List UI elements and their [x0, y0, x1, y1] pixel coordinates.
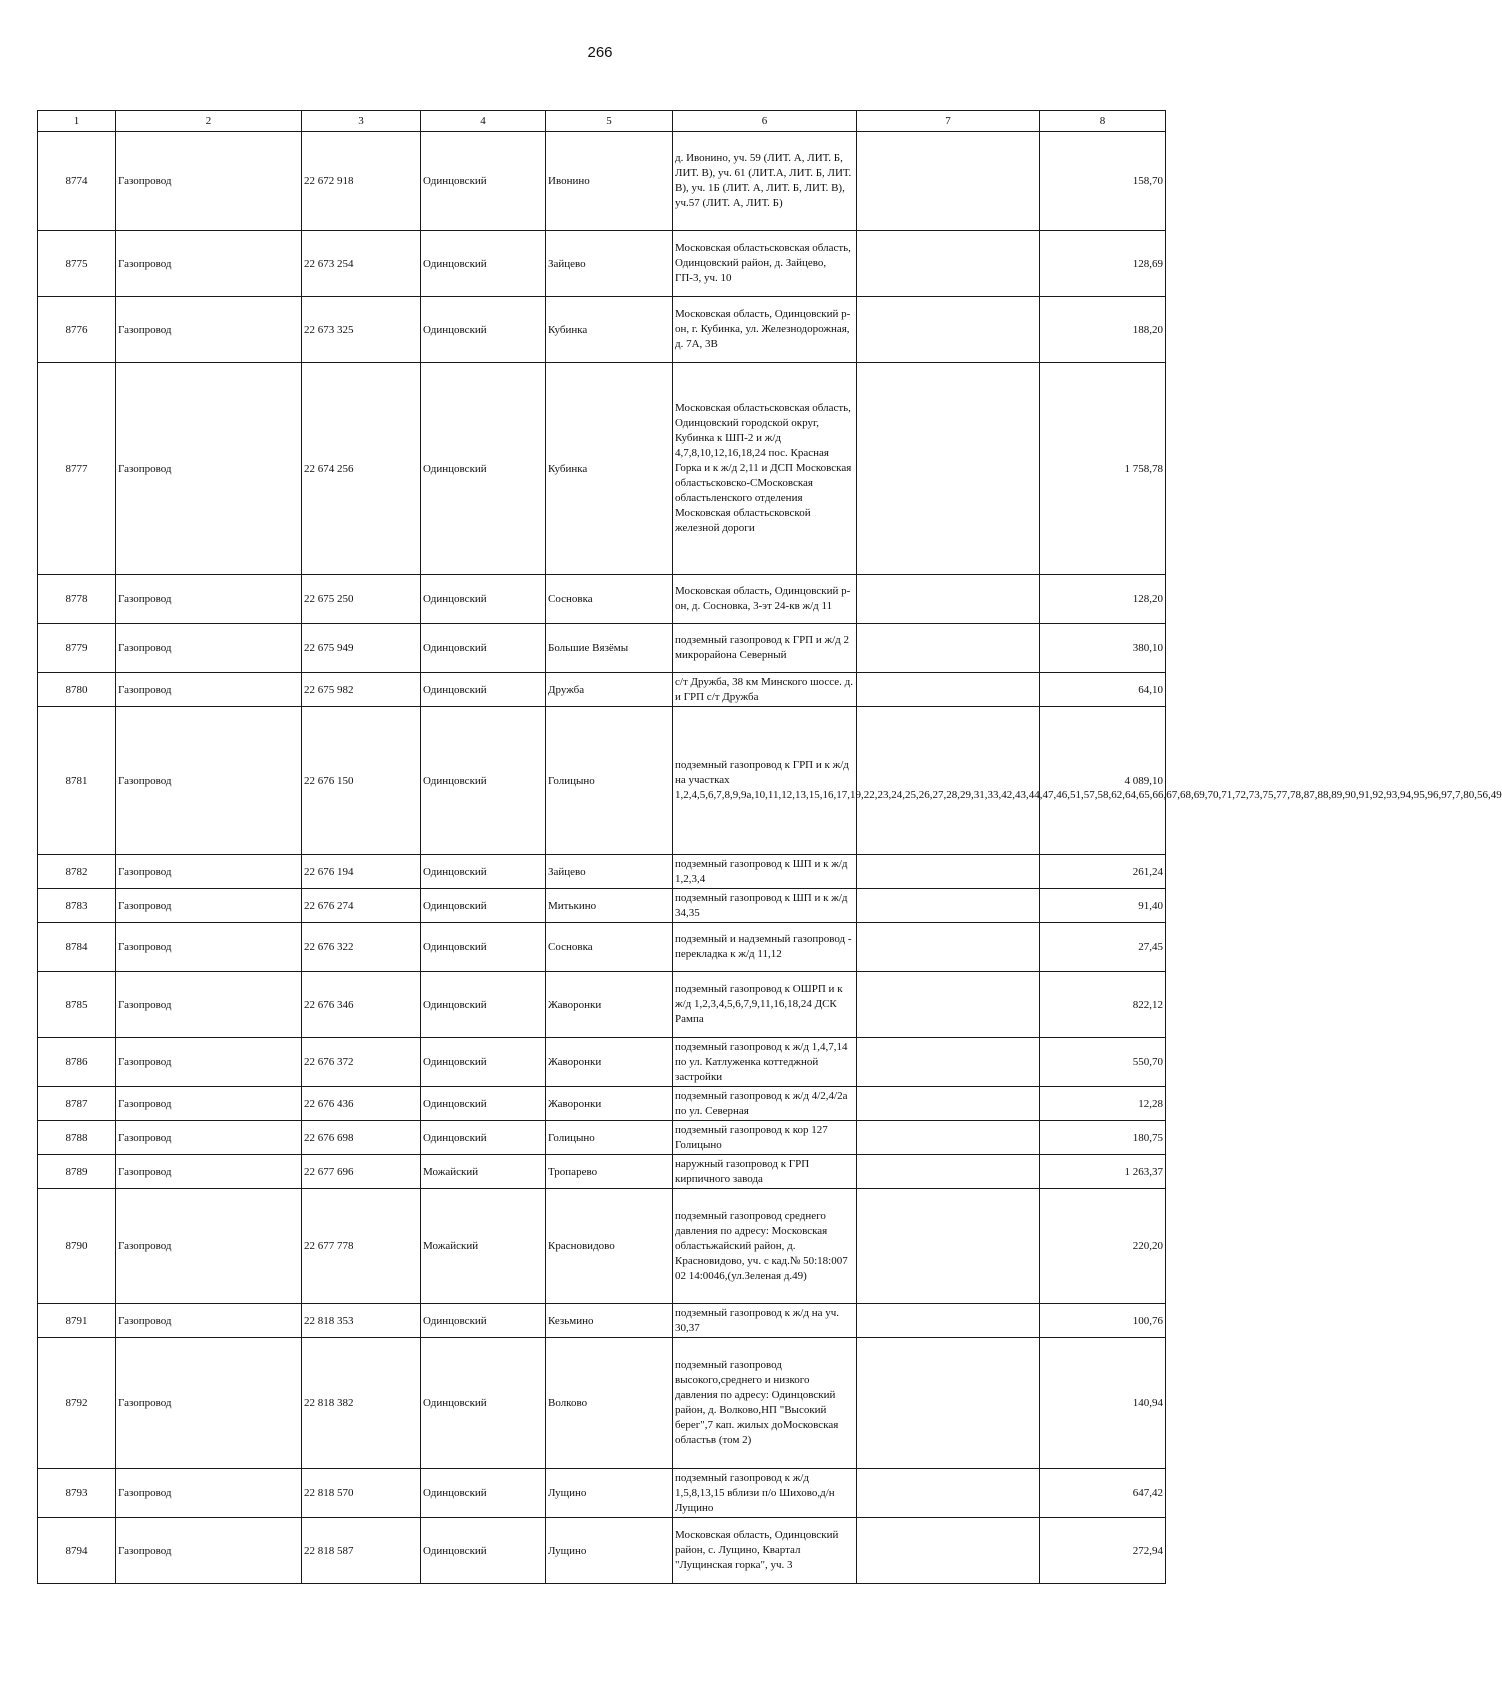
column-header: 4	[421, 111, 546, 132]
table-row	[38, 673, 1166, 707]
row-number: 8790	[38, 1189, 116, 1304]
row-number: 8784	[38, 923, 116, 972]
object-code: 22 818 382	[302, 1338, 421, 1469]
length-value: 550,70	[1040, 1038, 1166, 1087]
address: подземный газопровод к ГРП и ж/д 2 микрорайона Северный	[673, 624, 857, 673]
locality: Красновидово	[546, 1189, 673, 1304]
district: Одинцовский	[421, 1038, 546, 1087]
district: Одинцовский	[421, 1469, 546, 1518]
column-7	[857, 1121, 1040, 1155]
object-name: Газопровод	[116, 707, 302, 855]
table-row	[38, 624, 1166, 673]
row-number: 8791	[38, 1304, 116, 1338]
locality: Зайцево	[546, 855, 673, 889]
length-value: 1 263,37	[1040, 1155, 1166, 1189]
address: Московская областьсковская область, Одинцовский городской округ, Кубинка к ШП-2 и ж/д 4,7,8,10,12,16,18,24 пос. Красная Горка и к ж/д 2,11 и ДСП Московская областьсковско-СМосковская областьленского отделения Московская областьсковской железной дороги	[673, 363, 857, 575]
table-row	[38, 889, 1166, 923]
district: Одинцовский	[421, 673, 546, 707]
length-value: 647,42	[1040, 1469, 1166, 1518]
object-name: Газопровод	[116, 297, 302, 363]
address: подземный газопровод среднего давления по адресу: Московская областьжайский район, д. Красновидово, уч. с кад.№ 50:18:007 02 14:0046,(ул.Зеленая д.49)	[673, 1189, 857, 1304]
length-value: 140,94	[1040, 1338, 1166, 1469]
object-code: 22 676 150	[302, 707, 421, 855]
district: Одинцовский	[421, 1121, 546, 1155]
district: Одинцовский	[421, 855, 546, 889]
column-7	[857, 707, 1040, 855]
column-header: 7	[857, 111, 1040, 132]
length-value: 27,45	[1040, 923, 1166, 972]
row-number: 8785	[38, 972, 116, 1038]
column-7	[857, 1038, 1040, 1087]
length-value: 188,20	[1040, 297, 1166, 363]
table-row	[38, 1338, 1166, 1469]
object-code: 22 818 570	[302, 1469, 421, 1518]
row-number: 8777	[38, 363, 116, 575]
address: подземный газопровод к ж/д 4/2,4/2а по ул. Северная	[673, 1087, 857, 1121]
table-row	[38, 297, 1166, 363]
table-row	[38, 1304, 1166, 1338]
column-header: 5	[546, 111, 673, 132]
district: Можайский	[421, 1155, 546, 1189]
row-number: 8780	[38, 673, 116, 707]
locality: Лущино	[546, 1518, 673, 1584]
column-7	[857, 363, 1040, 575]
column-header: 2	[116, 111, 302, 132]
address: наружный газопровод к ГРП кирпичного завода	[673, 1155, 857, 1189]
locality: Волково	[546, 1338, 673, 1469]
table-row	[38, 132, 1166, 231]
object-name: Газопровод	[116, 1189, 302, 1304]
object-name: Газопровод	[116, 624, 302, 673]
table-row	[38, 855, 1166, 889]
address: подземный газопровод к ШП и к ж/д 1,2,3,4	[673, 855, 857, 889]
length-value: 822,12	[1040, 972, 1166, 1038]
length-value: 220,20	[1040, 1189, 1166, 1304]
object-name: Газопровод	[116, 1304, 302, 1338]
district: Одинцовский	[421, 231, 546, 297]
row-number: 8778	[38, 575, 116, 624]
column-header: 6	[673, 111, 857, 132]
object-code: 22 676 322	[302, 923, 421, 972]
row-number: 8789	[38, 1155, 116, 1189]
column-7	[857, 297, 1040, 363]
district: Одинцовский	[421, 923, 546, 972]
row-number: 8786	[38, 1038, 116, 1087]
table-row	[38, 1155, 1166, 1189]
object-name: Газопровод	[116, 972, 302, 1038]
district: Одинцовский	[421, 889, 546, 923]
object-code: 22 675 949	[302, 624, 421, 673]
object-code: 22 672 918	[302, 132, 421, 231]
district: Одинцовский	[421, 972, 546, 1038]
row-number: 8788	[38, 1121, 116, 1155]
column-header: 1	[38, 111, 116, 132]
length-value: 128,20	[1040, 575, 1166, 624]
length-value: 4 089,10	[1040, 707, 1166, 855]
address: Московская область, Одинцовский район, с. Лущино, Квартал "Лущинская горка", уч. 3	[673, 1518, 857, 1584]
object-code: 22 676 274	[302, 889, 421, 923]
address: Московская область, Одинцовский р-он, г. Кубинка, ул. Железнодорожная, д. 7А, 3В	[673, 297, 857, 363]
length-value: 1 758,78	[1040, 363, 1166, 575]
object-name: Газопровод	[116, 575, 302, 624]
object-code: 22 818 587	[302, 1518, 421, 1584]
table-row	[38, 363, 1166, 575]
object-name: Газопровод	[116, 1087, 302, 1121]
length-value: 158,70	[1040, 132, 1166, 231]
locality: Сосновка	[546, 923, 673, 972]
locality: Голицыно	[546, 1121, 673, 1155]
column-7	[857, 132, 1040, 231]
object-code: 22 676 194	[302, 855, 421, 889]
locality: Голицыно	[546, 707, 673, 855]
object-name: Газопровод	[116, 1469, 302, 1518]
table-row	[38, 1087, 1166, 1121]
column-7	[857, 972, 1040, 1038]
object-name: Газопровод	[116, 132, 302, 231]
row-number: 8776	[38, 297, 116, 363]
length-value: 261,24	[1040, 855, 1166, 889]
address: подземный газопровод к ОШРП и к ж/д 1,2,3,4,5,6,7,9,11,16,18,24 ДСК Рампа	[673, 972, 857, 1038]
row-number: 8774	[38, 132, 116, 231]
locality: Лущино	[546, 1469, 673, 1518]
object-name: Газопровод	[116, 889, 302, 923]
row-number: 8781	[38, 707, 116, 855]
row-number: 8792	[38, 1338, 116, 1469]
object-code: 22 674 256	[302, 363, 421, 575]
locality: Ивонино	[546, 132, 673, 231]
object-code: 22 673 254	[302, 231, 421, 297]
table-row	[38, 972, 1166, 1038]
address: подземный газопровод к ГРП и к ж/д на участках 1,2,4,5,6,7,8,9,9а,10,11,12,13,15,16,17,19,22,23,24,25,26,27,28,29,31,33,42,43,44,47,46,51,57,58,62,64,65,66,67,68,69,70,71,72,73,75,77,78,87,88,89,90,91,92,93,94,95,96,97,7,80,56,49	[673, 707, 857, 855]
address: подземный газопровод к ж/д 1,5,8,13,15 вблизи п/о Шихово,д/н Лущино	[673, 1469, 857, 1518]
table-body	[38, 132, 1502, 1584]
object-code: 22 673 325	[302, 297, 421, 363]
address: подземный газопровод к кор 127 Голицыно	[673, 1121, 857, 1155]
object-name: Газопровод	[116, 1038, 302, 1087]
object-code: 22 677 778	[302, 1189, 421, 1304]
column-7	[857, 231, 1040, 297]
address: подземный газопровод высокого,среднего и низкого давления по адресу: Одинцовский район, д. Волково,НП "Высокий берег",7 кап. жилых доМосковская областьв (том 2)	[673, 1338, 857, 1469]
object-name: Газопровод	[116, 1121, 302, 1155]
row-number: 8782	[38, 855, 116, 889]
object-name: Газопровод	[116, 1338, 302, 1469]
locality: Кубинка	[546, 297, 673, 363]
locality: Жаворонки	[546, 1038, 673, 1087]
object-code: 22 675 982	[302, 673, 421, 707]
object-name: Газопровод	[116, 923, 302, 972]
locality: Сосновка	[546, 575, 673, 624]
length-value: 12,28	[1040, 1087, 1166, 1121]
locality: Кубинка	[546, 363, 673, 575]
length-value: 64,10	[1040, 673, 1166, 707]
object-code: 22 818 353	[302, 1304, 421, 1338]
locality: Митькино	[546, 889, 673, 923]
row-number: 8793	[38, 1469, 116, 1518]
address: подземный газопровод к ШП и к ж/д 34,35	[673, 889, 857, 923]
length-value: 380,10	[1040, 624, 1166, 673]
locality: Жаворонки	[546, 972, 673, 1038]
column-7	[857, 1469, 1040, 1518]
row-number: 8787	[38, 1087, 116, 1121]
table-row	[38, 707, 1166, 855]
locality: Тропарево	[546, 1155, 673, 1189]
page-number: 266	[587, 44, 613, 61]
locality: Дружба	[546, 673, 673, 707]
object-code: 22 676 346	[302, 972, 421, 1038]
district: Одинцовский	[421, 1087, 546, 1121]
object-code: 22 676 436	[302, 1087, 421, 1121]
header-row	[38, 111, 1166, 132]
column-7	[857, 624, 1040, 673]
locality: Большие Вязёмы	[546, 624, 673, 673]
district: Одинцовский	[421, 363, 546, 575]
column-7	[857, 889, 1040, 923]
district: Одинцовский	[421, 1338, 546, 1469]
object-name: Газопровод	[116, 855, 302, 889]
column-7	[857, 1189, 1040, 1304]
table-row	[38, 1518, 1166, 1584]
object-name: Газопровод	[116, 231, 302, 297]
address: подземный газопровод к ж/д 1,4,7,14 по ул. Катлуженка коттеджной застройки	[673, 1038, 857, 1087]
object-code: 22 677 696	[302, 1155, 421, 1189]
object-name: Газопровод	[116, 363, 302, 575]
column-7	[857, 673, 1040, 707]
column-7	[857, 855, 1040, 889]
column-7	[857, 1304, 1040, 1338]
address: подземный газопровод к ж/д на уч. 30,37	[673, 1304, 857, 1338]
object-code: 22 676 372	[302, 1038, 421, 1087]
table-row	[38, 1189, 1166, 1304]
address: с/т Дружба, 38 км Минского шоссе. д. и ГРП с/т Дружба	[673, 673, 857, 707]
object-name: Газопровод	[116, 1155, 302, 1189]
object-name: Газопровод	[116, 1518, 302, 1584]
district: Можайский	[421, 1189, 546, 1304]
address: Московская область, Одинцовский р-он, д. Сосновка, 3-эт 24-кв ж/д 11	[673, 575, 857, 624]
address: д. Ивонино, уч. 59 (ЛИТ. А, ЛИТ. Б, ЛИТ. В), уч. 61 (ЛИТ.А, ЛИТ. Б, ЛИТ. В), уч. 1Б (ЛИТ. А, ЛИТ. Б, ЛИТ. В), уч.57 (ЛИТ. А, ЛИТ. Б)	[673, 132, 857, 231]
length-value: 100,76	[1040, 1304, 1166, 1338]
locality: Жаворонки	[546, 1087, 673, 1121]
table-row	[38, 575, 1166, 624]
district: Одинцовский	[421, 575, 546, 624]
address: Московская областьсковская область, Одинцовский район, д. Зайцево, ГП-3, уч. 10	[673, 231, 857, 297]
district: Одинцовский	[421, 1518, 546, 1584]
district: Одинцовский	[421, 297, 546, 363]
table-row	[38, 1469, 1166, 1518]
column-7	[857, 1155, 1040, 1189]
row-number: 8783	[38, 889, 116, 923]
table-row	[38, 231, 1166, 297]
district: Одинцовский	[421, 707, 546, 855]
address: подземный и надземный газопровод - перекладка к ж/д 11,12	[673, 923, 857, 972]
district: Одинцовский	[421, 1304, 546, 1338]
column-7	[857, 1087, 1040, 1121]
table-row	[38, 1038, 1166, 1087]
row-number: 8794	[38, 1518, 116, 1584]
row-number: 8775	[38, 231, 116, 297]
row-number: 8779	[38, 624, 116, 673]
column-7	[857, 575, 1040, 624]
column-header: 3	[302, 111, 421, 132]
locality: Кезьмино	[546, 1304, 673, 1338]
length-value: 91,40	[1040, 889, 1166, 923]
object-code: 22 676 698	[302, 1121, 421, 1155]
column-7	[857, 1518, 1040, 1584]
column-7	[857, 923, 1040, 972]
district: Одинцовский	[421, 624, 546, 673]
table-row	[38, 1121, 1166, 1155]
object-name: Газопровод	[116, 673, 302, 707]
column-header: 8	[1040, 111, 1166, 132]
length-value: 128,69	[1040, 231, 1166, 297]
object-code: 22 675 250	[302, 575, 421, 624]
length-value: 272,94	[1040, 1518, 1166, 1584]
district: Одинцовский	[421, 132, 546, 231]
registry-table	[37, 110, 1502, 1584]
locality: Зайцево	[546, 231, 673, 297]
column-7	[857, 1338, 1040, 1469]
table-row	[38, 923, 1166, 972]
length-value: 180,75	[1040, 1121, 1166, 1155]
